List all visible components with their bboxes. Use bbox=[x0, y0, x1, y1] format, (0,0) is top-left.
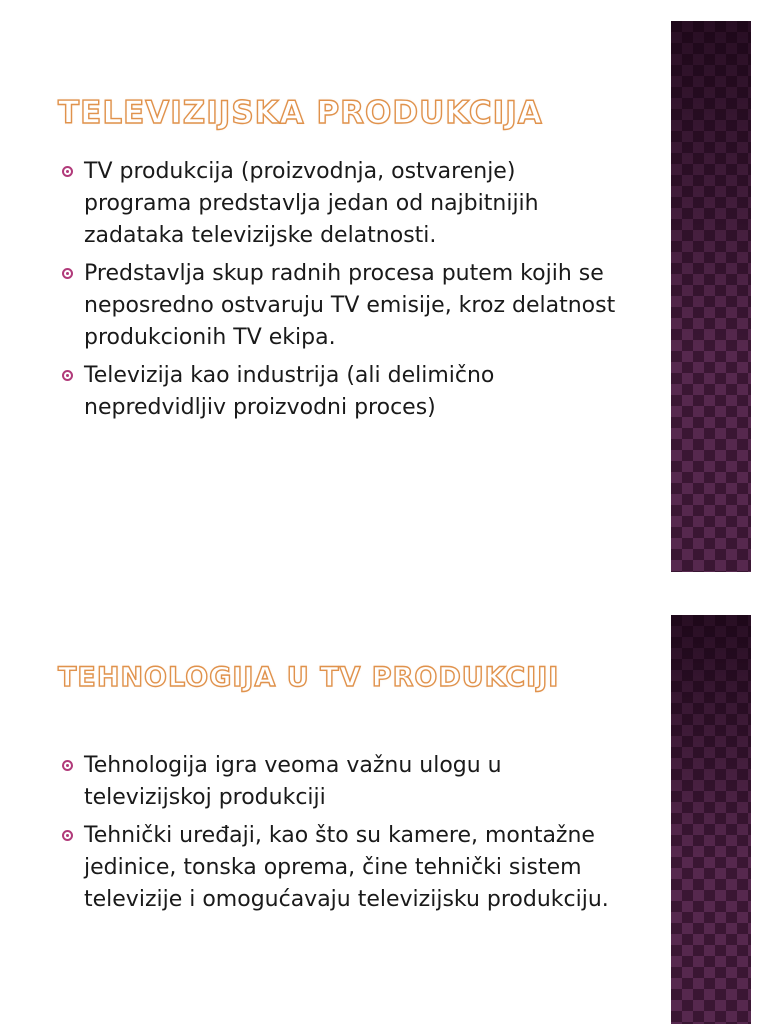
bullet-item bbox=[62, 258, 622, 354]
bullet-text: TV produkcija (proizvodnja, ostvarenje) programa predstavlja jedan od najbitnijih zadataka televizijske delatnosti. bbox=[84, 159, 539, 248]
decorative-side-band bbox=[671, 21, 751, 572]
bullet-list bbox=[62, 750, 622, 922]
bullet-item bbox=[62, 820, 622, 916]
bullet-item bbox=[62, 750, 622, 814]
bullet-text: Tehnologija igra veoma važnu ulogu u televizijskoj produkciji bbox=[84, 753, 502, 810]
bullet-item bbox=[62, 156, 622, 252]
circle-bullet-icon bbox=[62, 760, 73, 771]
bullet-text: Televizija kao industrija (ali delimično nepredvidljiv proizvodni proces) bbox=[84, 363, 495, 420]
circle-bullet-icon bbox=[62, 268, 73, 279]
circle-bullet-icon bbox=[62, 166, 73, 177]
bullet-text: Tehnički uređaji, kao što su kamere, montažne jedinice, tonska oprema, čine tehnički sistem televizije i omogućavaju televizijsku produkciju. bbox=[84, 823, 609, 912]
circle-bullet-icon bbox=[62, 370, 73, 381]
circle-bullet-icon bbox=[62, 830, 73, 841]
slide-title: TEHNOLOGIJA U TV PRODUKCIJI bbox=[58, 662, 560, 693]
bullet-text: Predstavlja skup radnih procesa putem kojih se neposredno ostvaruju TV emisije, kroz delatnost produkcionih TV ekipa. bbox=[84, 261, 616, 350]
slide-2 bbox=[0, 596, 768, 1024]
bullet-item bbox=[62, 360, 622, 424]
slide-title: TELEVIZIJSKA PRODUKCIJA bbox=[58, 95, 543, 131]
bullet-list bbox=[62, 156, 622, 430]
decorative-side-band bbox=[671, 615, 751, 1024]
